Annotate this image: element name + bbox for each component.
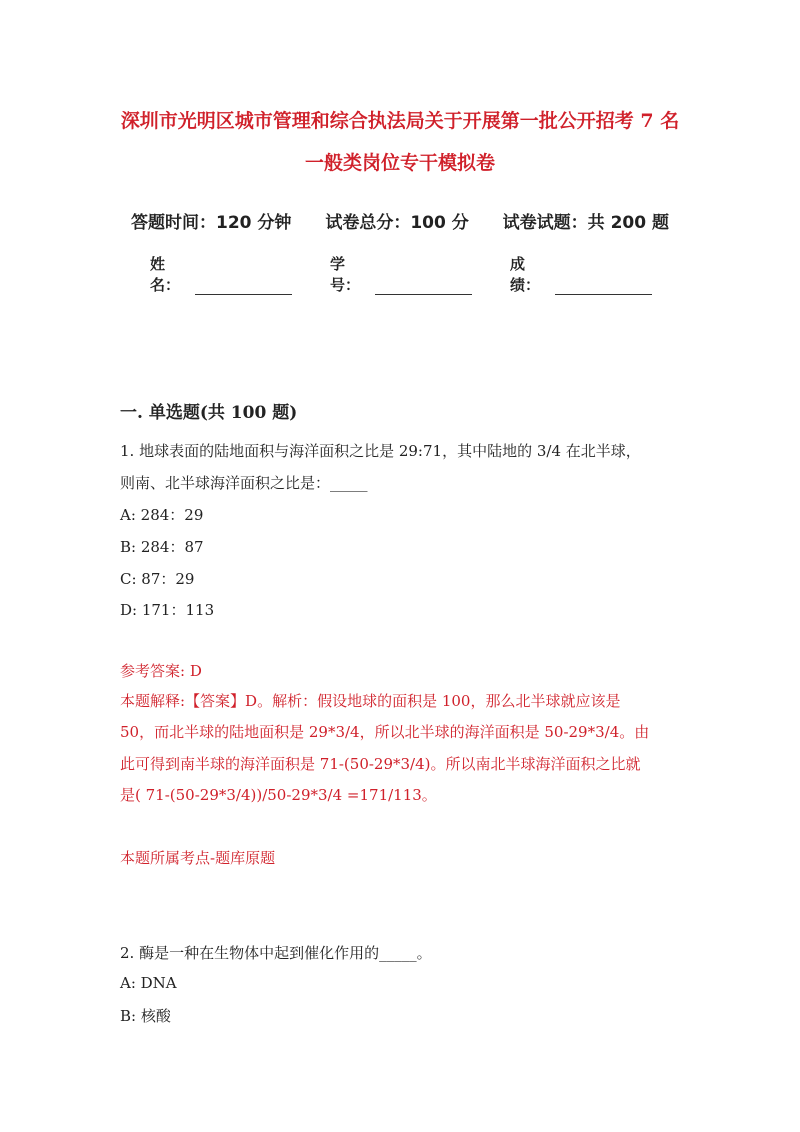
exam-total-score: 试卷总分：100 分 [325,213,469,233]
name-blank [195,280,292,295]
exam-question-count: 试卷试题：共 200 题 [502,213,669,233]
q1-answer: 参考答案: D [120,662,202,680]
q1-explanation-line2: 50，而北半球的陆地面积是 29*3/4，所以北半球的海洋面积是 50-29*3/4。由 [120,723,650,741]
student-id-blank [375,280,472,295]
q1-stem-line2: 则南、北半球海洋面积之比是：_____ [120,474,368,492]
score-field [510,253,652,295]
score-label: 成绩： [510,255,541,294]
q1-option-d: D: 171：113 [120,601,215,619]
exam-title-line2: 一般类岗位专干模拟卷 [304,152,495,174]
student-id-label: 学号： [330,255,361,294]
exam-title-line1: 深圳市光明区城市管理和综合执法局关于开展第一批公开招考 7 名 [120,110,680,132]
q1-option-a: A: 284：29 [120,506,204,524]
exam-meta [0,208,800,233]
section-heading: 一. 单选题(共 100 题) [120,403,298,423]
q1-explanation-line4: 是( 71-(50-29*3/4))/50-29*3/4 =171/113。 [120,786,437,804]
q1-explanation-line1: 本题解释:【答案】D。解析：假设地球的面积是 100，那么北半球就应该是 [120,692,621,710]
q1-option-b: B: 284：87 [120,538,204,556]
q2-stem: 2. 酶是一种在生物体中起到催化作用的_____。 [120,944,432,962]
student-id-field [330,253,472,295]
q1-stem-line1: 1. 地球表面的陆地面积与海洋面积之比是 29:71，其中陆地的 3/4 在北半球， [120,442,641,460]
exam-time: 答题时间：120 分钟 [131,213,292,233]
score-blank [555,280,652,295]
q2-option-a: A: DNA [120,974,177,992]
name-field [150,253,292,295]
q1-source: 本题所属考点-题库原题 [120,849,276,867]
q1-option-c: C: 87：29 [120,570,195,588]
q2-option-b: B: 核酸 [120,1007,171,1025]
student-info-fields [150,253,690,295]
q1-explanation-line3: 此可得到南半球的海洋面积是 71-(50-29*3/4)。所以南北半球海洋面积之比就 [120,755,641,773]
name-label: 姓名： [150,255,181,294]
